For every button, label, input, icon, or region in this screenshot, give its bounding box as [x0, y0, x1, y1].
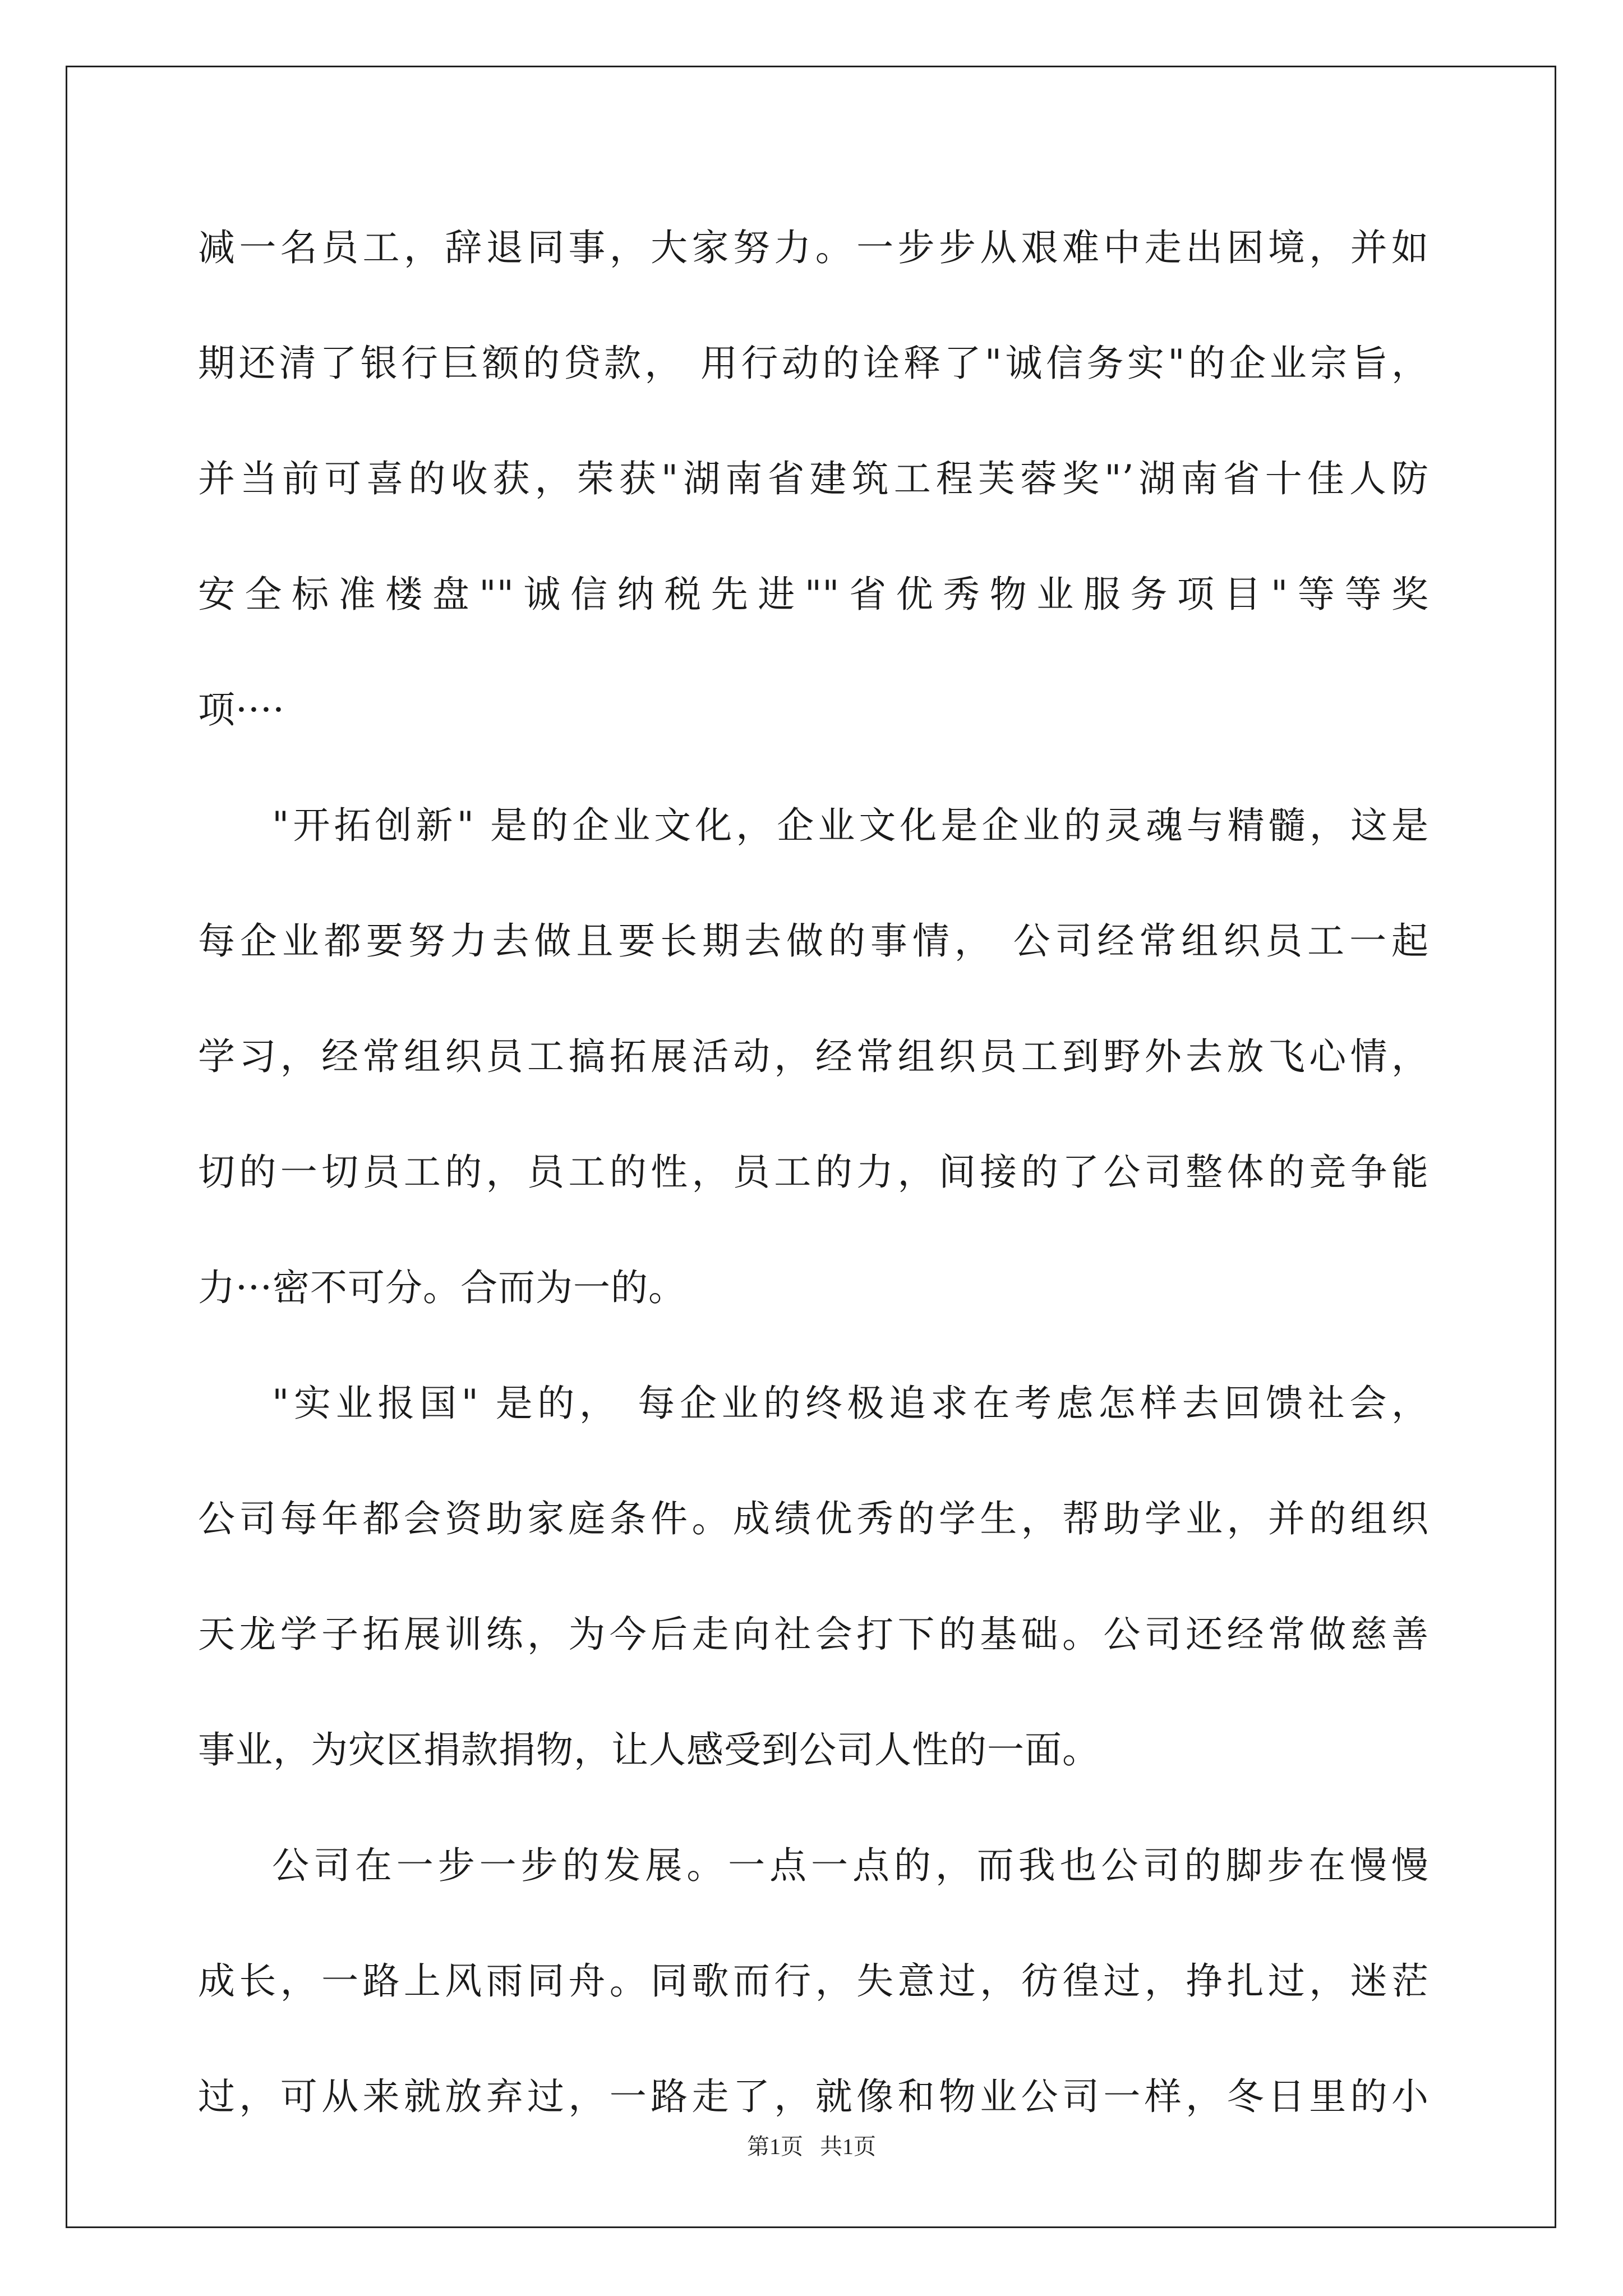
text-line: 安全标准楼盘""诚信纳税先进""省优秀物业服务项目"等等奖: [198, 573, 1429, 616]
text-line: 学习，经常组织员工搞拓展活动，经常组织员工到野外去放飞心情，: [198, 1035, 1429, 1078]
text-line: 每企业都要努力去做且要长期去做的事情， 公司经常组织员工一起: [198, 919, 1429, 963]
text-line: 并当前可喜的收获，荣获"湖南省建筑工程芙蓉奖"’湖南省十佳人防: [198, 457, 1429, 500]
paragraph-start-line: "开拓创新" 是的企业文化，企业文化是企业的灵魂与精髓，这是: [272, 804, 1429, 847]
text-line: 切的一切员工的，员工的性，员工的力，间接的了公司整体的竞争能: [198, 1151, 1429, 1194]
document-body: [198, 214, 1429, 2179]
text-line: 过，可从来就放弃过，一路走了，就像和物业公司一样，冬日里的小: [198, 2075, 1429, 2118]
text-line: 项····: [198, 688, 285, 731]
paragraph-start-line: 公司在一步一步的发展。一点一点的，而我也公司的脚步在慢慢: [272, 1844, 1429, 1887]
text-line: 减一名员工，辞退同事，大家努力。一步步从艰难中走出困境，并如: [198, 226, 1429, 269]
text-line: 力···密不可分。合而为一的。: [198, 1266, 686, 1309]
text-line: 成长，一路上风雨同舟。同歌而行，失意过，彷徨过，挣扎过，迷茫: [198, 1959, 1429, 2003]
text-line: 公司每年都会资助家庭条件。成绩优秀的学生，帮助学业，并的组织: [198, 1497, 1429, 1540]
paragraph-start-line: "实业报国" 是的， 每企业的终极追求在考虑怎样去回馈社会，: [272, 1382, 1429, 1425]
text-line: 事业，为灾区捐款捐物，让人感受到公司人性的一面。: [198, 1728, 1100, 1772]
text-line: 天龙学子拓展训练，为今后走向社会打下的基础。公司还经常做慈善: [198, 1613, 1429, 1656]
text-line: 期还清了银行巨额的贷款， 用行动的诠释了"诚信务实"的企业宗旨，: [198, 342, 1429, 385]
page-number-footer: 第1页 共1页: [747, 2134, 876, 2159]
